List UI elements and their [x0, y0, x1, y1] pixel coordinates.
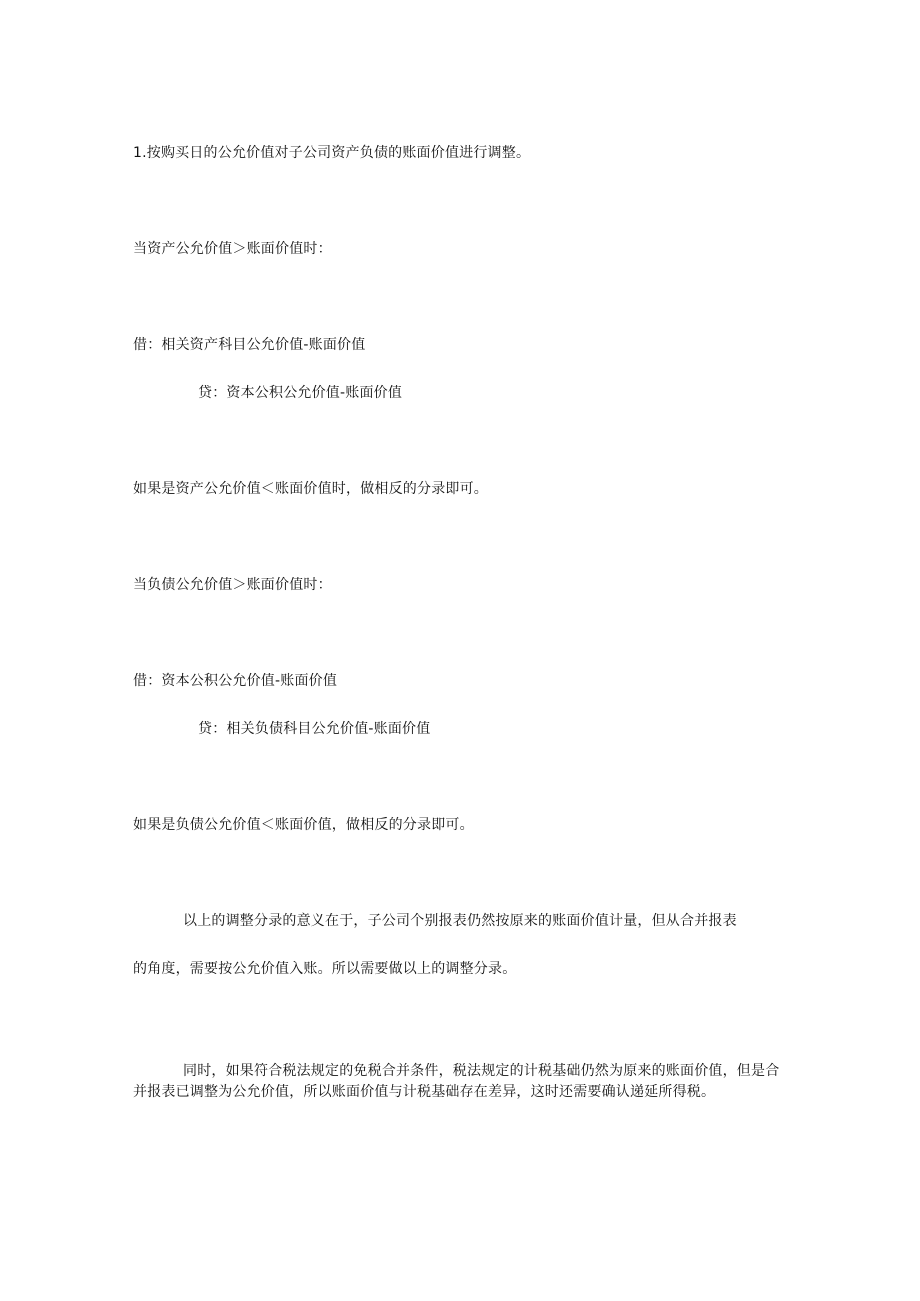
- asset-lower-note: 如果是资产公允价值＜账面价值时，做相反的分录即可。: [133, 481, 488, 497]
- tax-paragraph: 同时，如果符合税法规定的免税合并条件，税法规定的计税基础仍然为原来的账面价值，但是合并报表已调整为公允价值，所以账面价值与计税基础存在差异，这时还需要确认递延所得税。: [133, 1063, 780, 1100]
- liability-lower-note: 如果是负债公允价值＜账面价值，做相反的分录即可。: [133, 817, 474, 833]
- liability-debit-entry: 借：资本公积公允价值-账面价值: [133, 673, 338, 689]
- asset-credit-entry: 贷：资本公积公允价值-账面价值: [198, 385, 403, 401]
- liability-credit-entry: 贷：相关负债科目公允价值-账面价值: [198, 721, 431, 737]
- asset-higher-condition: 当资产公允价值＞账面价值时：: [133, 241, 332, 257]
- step-heading: 1.按购买日的公允价值对子公司资产负债的账面价值进行调整。: [133, 145, 531, 161]
- meaning-paragraph-line2: 的角度，需要按公允价值入账。所以需要做以上的调整分录。: [133, 961, 517, 977]
- liability-higher-condition: 当负债公允价值＞账面价值时：: [133, 577, 332, 593]
- meaning-paragraph-line1: 以上的调整分录的意义在于，子公司个别报表仍然按原来的账面价值计量，但从合并报表: [183, 913, 737, 929]
- asset-debit-entry: 借：相关资产科目公允价值-账面价值: [133, 337, 366, 353]
